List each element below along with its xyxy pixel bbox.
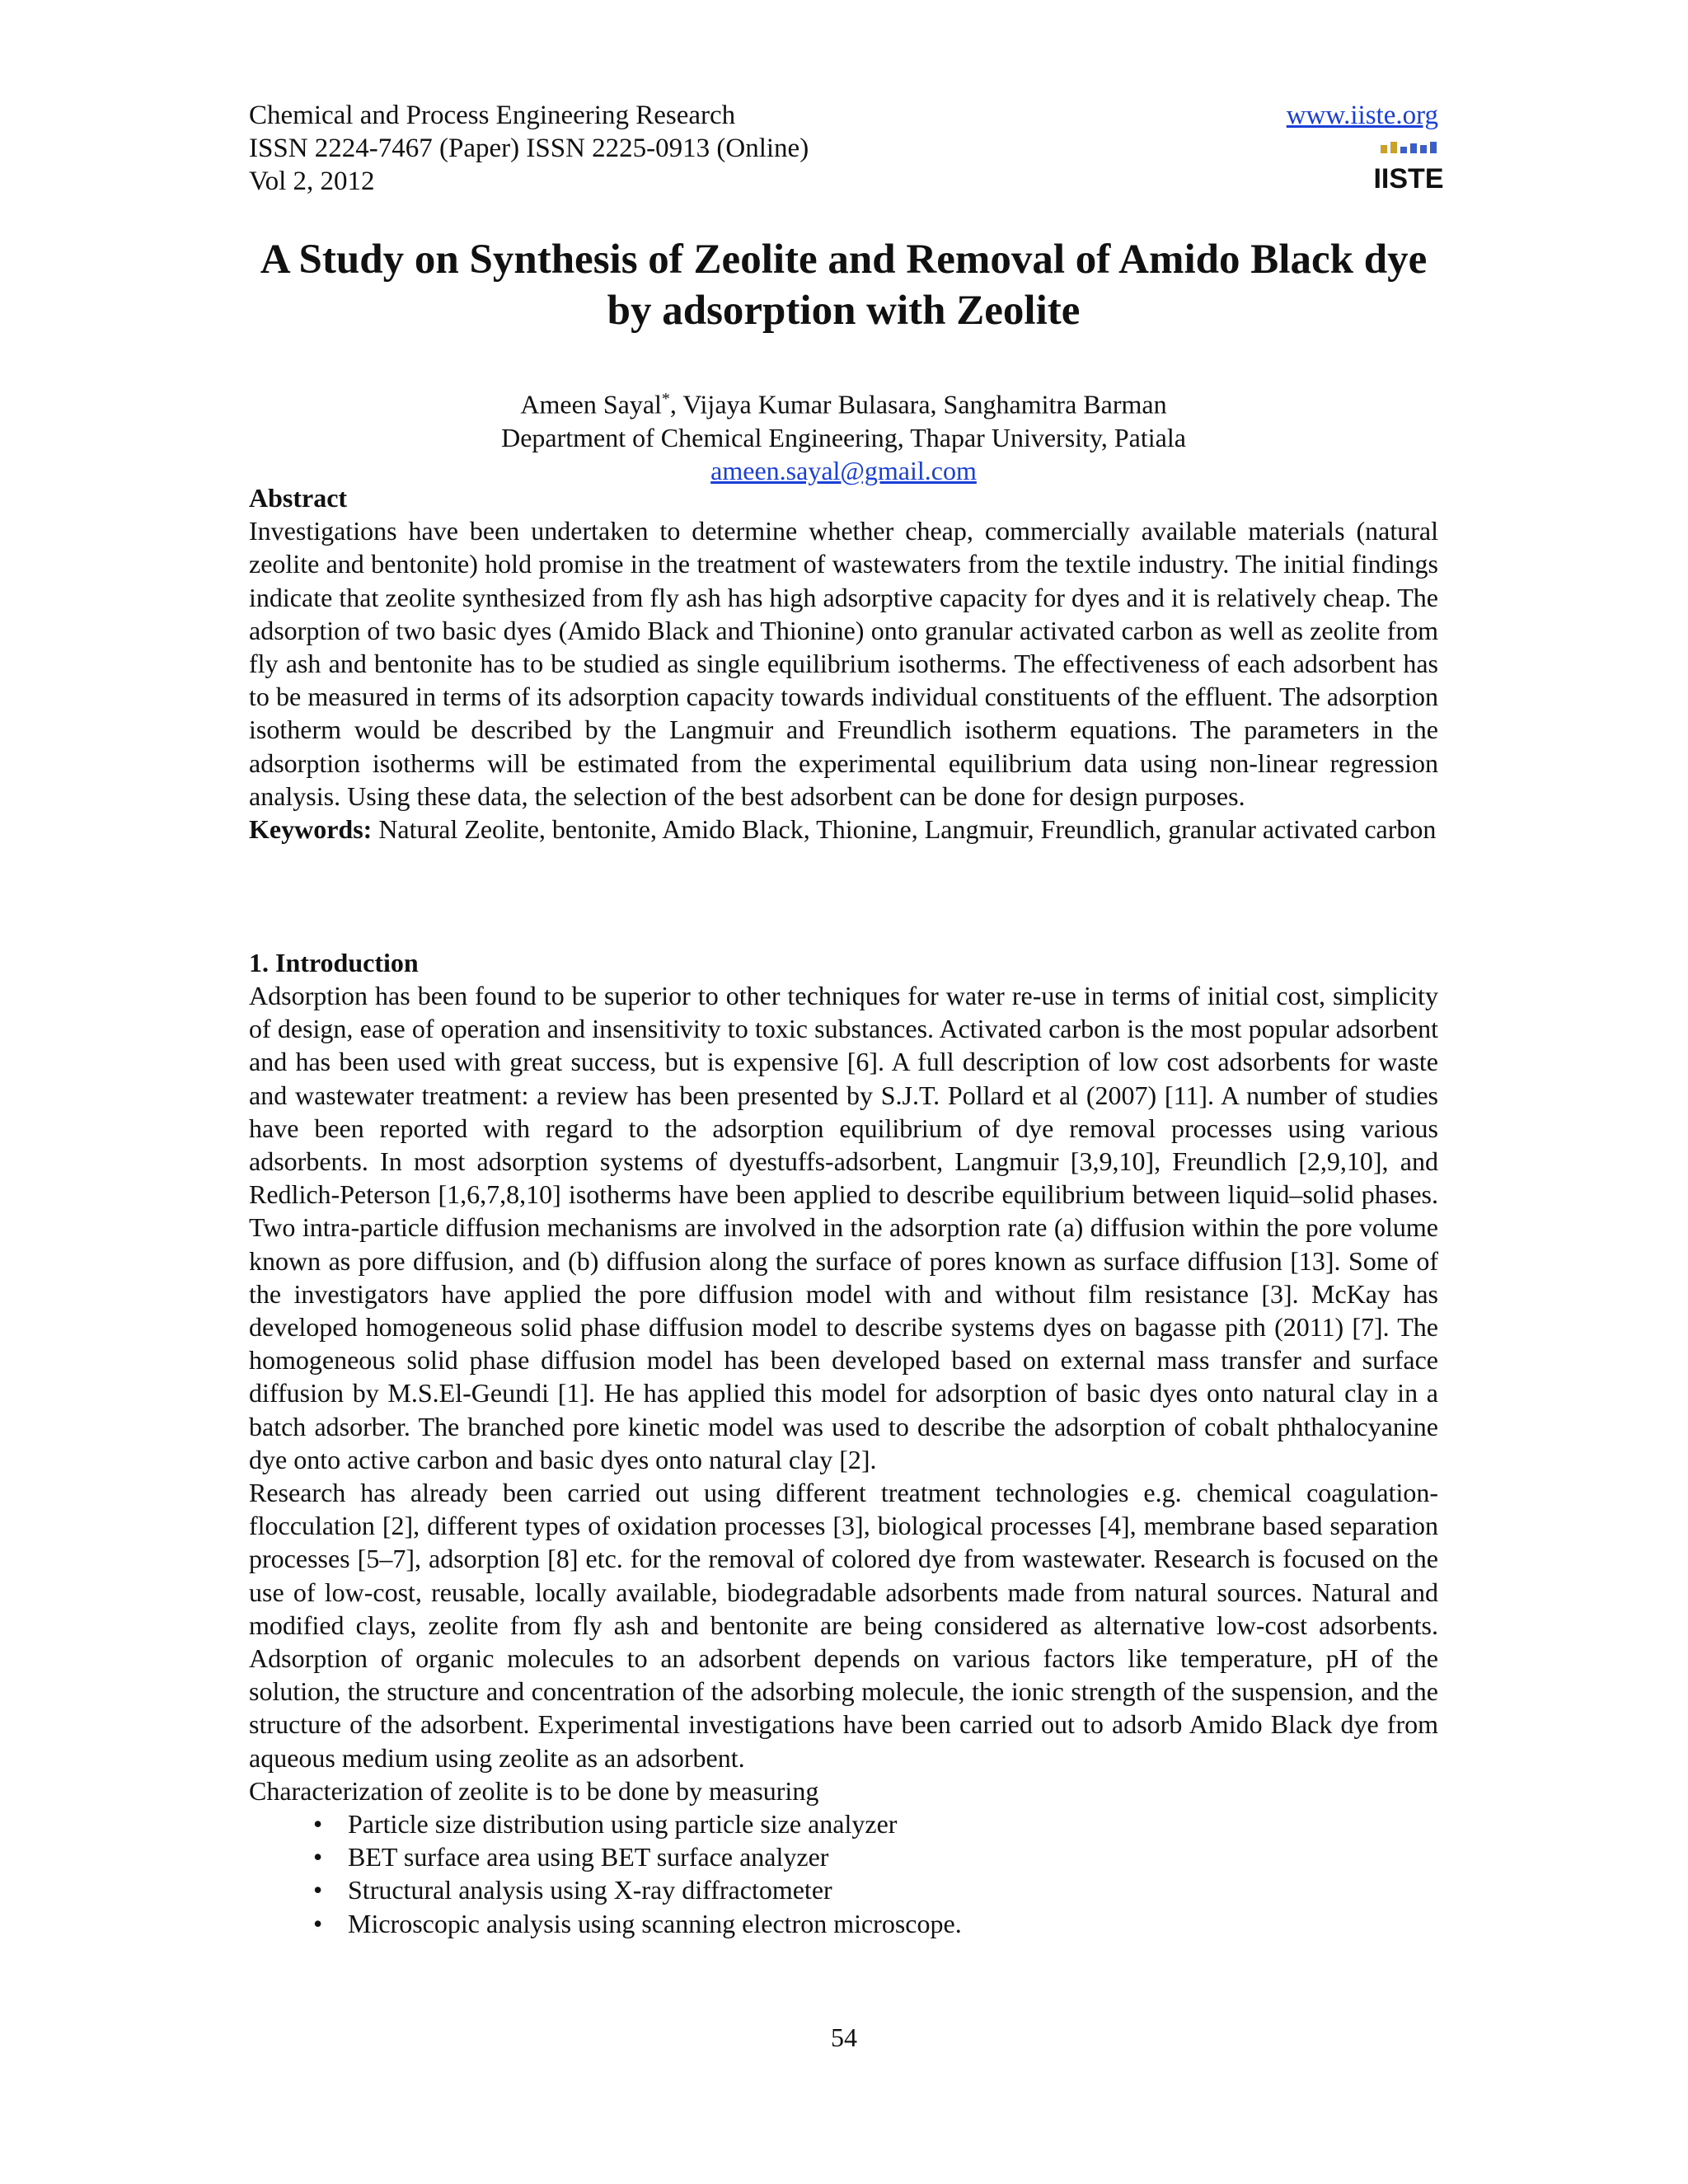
keywords-line: [249, 813, 1438, 846]
keywords-text: Natural Zeolite, bentonite, Amido Black, Thionine, Langmuir, Freundlich, granular activated carbon: [372, 814, 1437, 845]
abstract-section: [249, 481, 1438, 846]
list-item: • BET surface area using BET surface analyzer: [249, 1840, 1438, 1873]
journal-header: [249, 99, 1444, 198]
first-author: Ameen Sayal: [520, 389, 662, 419]
list-item: • Microscopic analysis using scanning electron microscope.: [249, 1907, 1438, 1940]
list-item: • Particle size distribution using particle size analyzer: [249, 1807, 1438, 1840]
keywords-label: Keywords:: [249, 814, 373, 845]
introduction-section: [249, 946, 1438, 1940]
journal-name: Chemical and Process Engineering Research: [249, 101, 736, 130]
co-authors: , Vijaya Kumar Bulasara, Sanghamitra Barman: [669, 389, 1167, 419]
author-block: [249, 382, 1438, 487]
journal-volume: Vol 2, 2012: [249, 166, 375, 196]
list-item: • Structural analysis using X-ray diffractometer: [249, 1873, 1438, 1906]
journal-issn: ISSN 2224-7467 (Paper) ISSN 2225-0913 (Online): [249, 134, 809, 163]
author-email-link[interactable]: ameen.sayal@gmail.com: [710, 455, 977, 485]
iiste-logo-icon: [1373, 140, 1444, 194]
intro-paragraph-1: Adsorption has been found to be superior to other techniques for water re-use in terms of initial cost, simplicity of design, ease of operation and insensitivity to toxic substances. Activated carbon is the most popular adsorbent and has been used with great success, but is expensive [6]. A full description of low cost adsorbents for waste and wastewater treatment: a review has been presented by S.J.T. Pollard et al (2007) [11]. A number of studies have been reported with regard to the adsorption equilibrium of dye removal processes using various adsorbents. In most adsorption systems of dyestuffs-adsorbent, Langmuir [3,9,10], Freundlich [2,9,10], and Redlich-Peterson [1,6,7,8,10] isotherms have been applied to describe equilibrium between liquid–solid phases. Two intra-particle diffusion mechanisms are involved in the adsorption rate (a) diffusion within the pore volume known as pore diffusion, and (b) diffusion along the surface of pores known as surface diffusion [13]. Some of the investigators have applied the pore diffusion model with and without film resistance [3]. McKay has developed homogeneous solid phase diffusion model to describe systems dyes on bagasse pith (2011) [7]. The homogeneous solid phase diffusion model has been developed based on external mass transfer and surface diffusion by M.S.El-Geundi [1]. He has applied this model for adsorption of basic dyes onto natural clay in a batch adsorber. The branched pore kinetic model was used to describe the adsorption of cobalt phthalocyanine dye onto active carbon and basic dyes onto natural clay [2].: [249, 981, 1438, 1474]
corresponding-mark: *: [661, 390, 670, 408]
page-number: 54: [831, 2022, 857, 2052]
logo-text: IISTE: [1373, 163, 1444, 194]
affiliation: Department of Chemical Engineering, Thapar University, Patiala: [501, 422, 1186, 452]
characterization-list: [249, 1807, 1438, 1940]
author-list: [249, 382, 1438, 421]
bullet-icon: •: [313, 1908, 323, 1938]
introduction-heading: 1. Introduction: [249, 948, 419, 977]
intro-paragraph-3: Characterization of zeolite is to be done by measuring: [249, 1775, 819, 1806]
abstract-heading: Abstract: [249, 483, 348, 513]
bullet-icon: •: [313, 1842, 323, 1872]
bullet-icon: •: [313, 1809, 323, 1840]
paper-title: A Study on Synthesis of Zeolite and Removal of Amido Black dye by adsorption with Zeolite: [260, 237, 1428, 334]
intro-paragraph-2: Research has already been carried out using different treatment technologies e.g. chemical coagulation-flocculation [2], different types of oxidation processes [3], biological processes [4], membrane based separation processes [5–7], adsorption [8] etc. for the removal of colored dye from wastewater. Research is focused on the use of low-cost, reusable, locally available, biodegradable adsorbents made from natural sources. Natural and modified clays, zeolite from fly ash and bentonite are being considered as alternative low-cost adsorbents. Adsorption of organic molecules to an adsorbent depends on various factors like temperature, pH of the solution, the structure and concentration of the adsorbing molecule, the ionic strength of the suspension, and the structure of the adsorbent. Experimental investigations have been carried out to adsorb Amido Black dye from aqueous medium using zeolite as an adsorbent.: [249, 1478, 1438, 1773]
bullet-icon: •: [313, 1875, 323, 1905]
abstract-text: Investigations have been undertaken to determine whether cheap, commercially available materials (natural zeolite and bentonite) hold promise in the treatment of wastewaters from the textile industry. The initial findings indicate that zeolite synthesized from fly ash has high adsorptive capacity for dyes and it is relatively cheap. The adsorption of two basic dyes (Amido Black and Thionine) onto granular activated carbon as well as zeolite from fly ash and bentonite has to be studied as single equilibrium isotherms. The effectiveness of each adsorbent has to be measured in terms of its adsorption capacity towards individual constituents of the effluent. The adsorption isotherm would be described by the Langmuir and Freundlich isotherm equations. The parameters in the adsorption isotherms will be estimated from the experimental equilibrium data using non-linear regression analysis. Using these data, the selection of the best adsorbent can be done for design purposes.: [249, 516, 1438, 811]
journal-url-link[interactable]: www.iiste.org: [1286, 101, 1438, 130]
